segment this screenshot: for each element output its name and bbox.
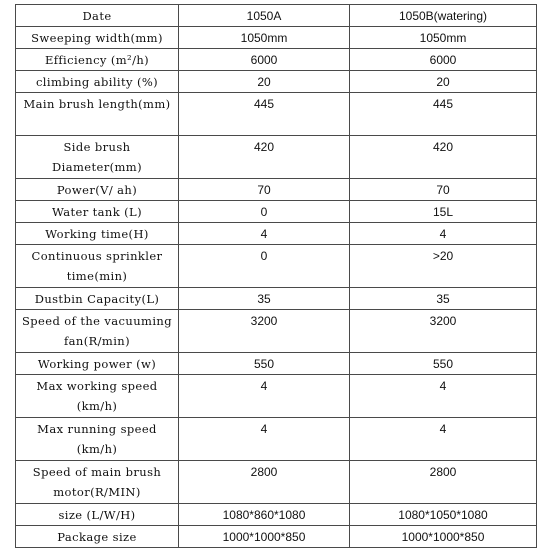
row-label: Power(V/ ah): [16, 179, 179, 201]
row-label: Speed of main brush motor(R/MIN): [16, 461, 179, 504]
table-row: [16, 71, 537, 93]
row-value-1050b: 2800: [350, 461, 537, 504]
row-value-1050b: 420: [350, 136, 537, 179]
row-value-1050b: 6000: [350, 49, 537, 71]
row-label: Sweeping width(mm): [16, 27, 179, 49]
row-label: Speed of the vacuuming fan(R/min): [16, 310, 179, 353]
header-cell-1050b: 1050B(watering): [350, 5, 537, 27]
row-label: Water tank (L): [16, 201, 179, 223]
table-row: [16, 461, 537, 504]
row-label: Working power (w): [16, 353, 179, 375]
table-row: [16, 375, 537, 418]
row-value-1050a: 0: [179, 201, 350, 223]
row-value-1050b: 4: [350, 375, 537, 418]
row-value-1050a: 4: [179, 375, 350, 418]
table-row: [16, 288, 537, 310]
row-label: Package size: [16, 526, 179, 548]
spec-table: [15, 4, 537, 548]
row-label: Working time(H): [16, 223, 179, 245]
row-value-1050a: 2800: [179, 461, 350, 504]
row-value-1050a: 0: [179, 245, 350, 288]
row-value-1050a: 4: [179, 418, 350, 461]
row-value-1050b: 550: [350, 353, 537, 375]
row-value-1050b: 20: [350, 71, 537, 93]
row-label: Continuous sprinkler time(min): [16, 245, 179, 288]
row-value-1050b: 4: [350, 223, 537, 245]
row-value-1050b: 1080*1050*1080: [350, 504, 537, 526]
row-value-1050a: 3200: [179, 310, 350, 353]
row-label: climbing ability (%): [16, 71, 179, 93]
row-value-1050a: 550: [179, 353, 350, 375]
row-value-1050b: 15L: [350, 201, 537, 223]
row-value-1050b: 1000*1000*850: [350, 526, 537, 548]
table-row: [16, 353, 537, 375]
table-row: [16, 201, 537, 223]
row-value-1050b: 1050mm: [350, 27, 537, 49]
row-value-1050a: 1050mm: [179, 27, 350, 49]
header-cell-label: Date: [16, 5, 179, 27]
row-label: Efficiency (m²/h): [16, 49, 179, 71]
table-row: [16, 27, 537, 49]
table-row: [16, 223, 537, 245]
row-value-1050b: 445: [350, 93, 537, 136]
row-value-1050b: 4: [350, 418, 537, 461]
row-value-1050b: 35: [350, 288, 537, 310]
row-value-1050a: 35: [179, 288, 350, 310]
table-header-row: [16, 5, 537, 27]
row-value-1050a: 1080*860*1080: [179, 504, 350, 526]
row-value-1050a: 4: [179, 223, 350, 245]
row-value-1050a: 6000: [179, 49, 350, 71]
row-value-1050b: >20: [350, 245, 537, 288]
row-value-1050a: 445: [179, 93, 350, 136]
row-value-1050b: 3200: [350, 310, 537, 353]
row-label: Dustbin Capacity(L): [16, 288, 179, 310]
row-label: size (L/W/H): [16, 504, 179, 526]
table-row: [16, 310, 537, 353]
table-row: [16, 93, 537, 136]
row-label: Side brush Diameter(mm): [16, 136, 179, 179]
table-row: [16, 179, 537, 201]
table-row: [16, 504, 537, 526]
row-label: Max working speed (km/h): [16, 375, 179, 418]
table-row: [16, 418, 537, 461]
row-value-1050a: 1000*1000*850: [179, 526, 350, 548]
row-value-1050a: 20: [179, 71, 350, 93]
table-row: [16, 245, 537, 288]
table-row: [16, 526, 537, 548]
table-row: [16, 136, 537, 179]
row-label: Max running speed (km/h): [16, 418, 179, 461]
header-cell-1050a: 1050A: [179, 5, 350, 27]
row-value-1050b: 70: [350, 179, 537, 201]
table-row: [16, 49, 537, 71]
row-value-1050a: 420: [179, 136, 350, 179]
row-value-1050a: 70: [179, 179, 350, 201]
row-label: Main brush length(mm): [16, 93, 179, 136]
